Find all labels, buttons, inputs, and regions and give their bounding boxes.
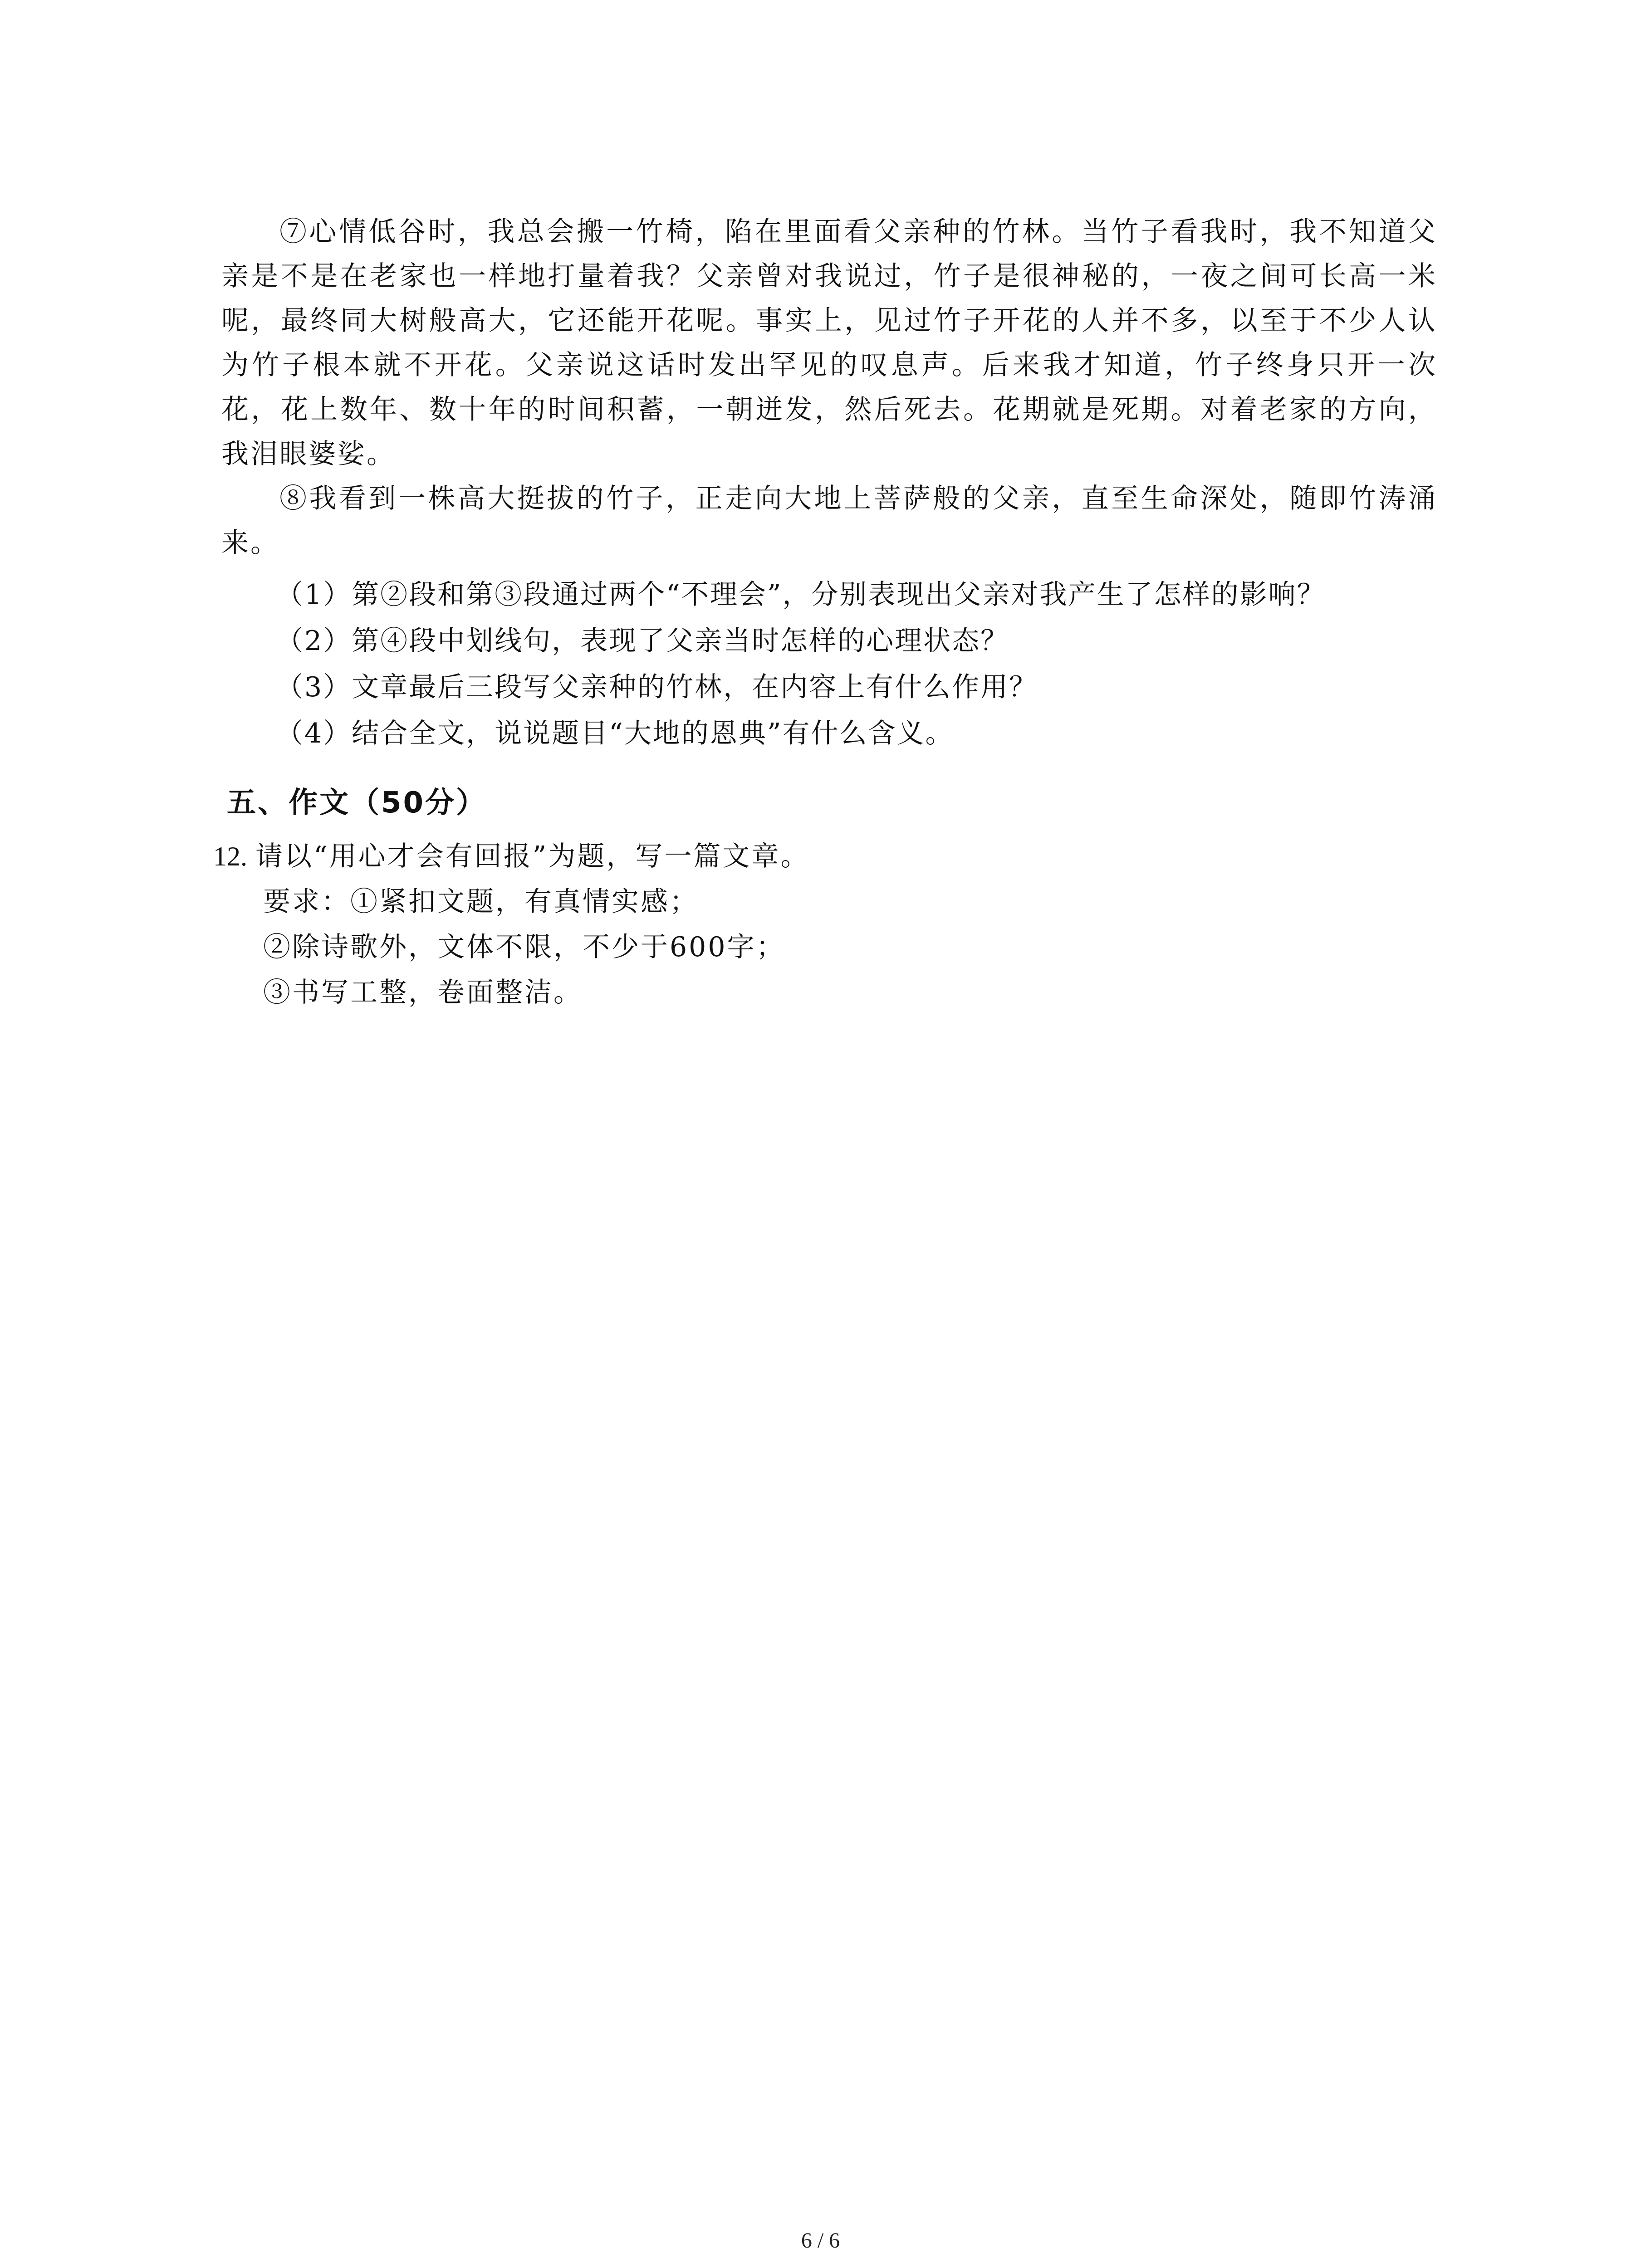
question-list: [276, 572, 1437, 757]
reading-passage: [221, 210, 1437, 565]
section-title-composition: 五、作文（50分）: [227, 786, 487, 820]
question-1: （1）第②段和第③段通过两个“不理会”，分别表现出父亲对我产生了怎样的影响？: [276, 579, 1326, 611]
essay-requirement-1: 要求：①紧扣文题，有真情实感；: [263, 886, 699, 918]
essay-question: [213, 834, 1438, 1015]
essay-prompt: 请以“用心才会有回报”为题，写一篇文章。: [255, 841, 810, 872]
question-4: （4）结合全文，说说题目“大地的恩典”有什么含义。: [276, 718, 954, 749]
essay-requirement-2: ②除诗歌外，文体不限，不少于600字；: [263, 931, 785, 963]
paragraph-7: ⑦心情低谷时，我总会搬一竹椅，陷在里面看父亲种的竹林。当竹子看我时，我不知道父亲是不是在老家也一样地打量着我？父亲曾对我说过，竹子是很神秘的，一夜之间可长高一米呢，最终同大树般高大，它还能开花呢。事实上，见过竹子开花的人并不多，以至于不少人认为竹子根本就不开花。父亲说这话时发出罕见的叹息声。后来我才知道，竹子终身只开一次花，花上数年、数十年的时间积蓄，一朝迸发，然后死去。花期就是死期。对着老家的方向，我泪眼婆娑。: [221, 216, 1437, 470]
paragraph-8: ⑧我看到一株高大挺拔的竹子，正走向大地上菩萨般的父亲，直至生命深处，随即竹涛涌来。: [221, 483, 1437, 559]
page-number: 6 / 6: [801, 2229, 840, 2253]
essay-requirement-3: ③书写工整，卷面整洁。: [263, 977, 583, 1008]
essay-prompt-line: [213, 834, 1438, 879]
question-number: 12.: [213, 841, 247, 871]
question-2: （2）第④段中划线句，表现了父亲当时怎样的心理状态？: [276, 625, 1009, 657]
question-3: （3）文章最后三段写父亲种的竹林，在内容上有什么作用？: [276, 671, 1038, 703]
